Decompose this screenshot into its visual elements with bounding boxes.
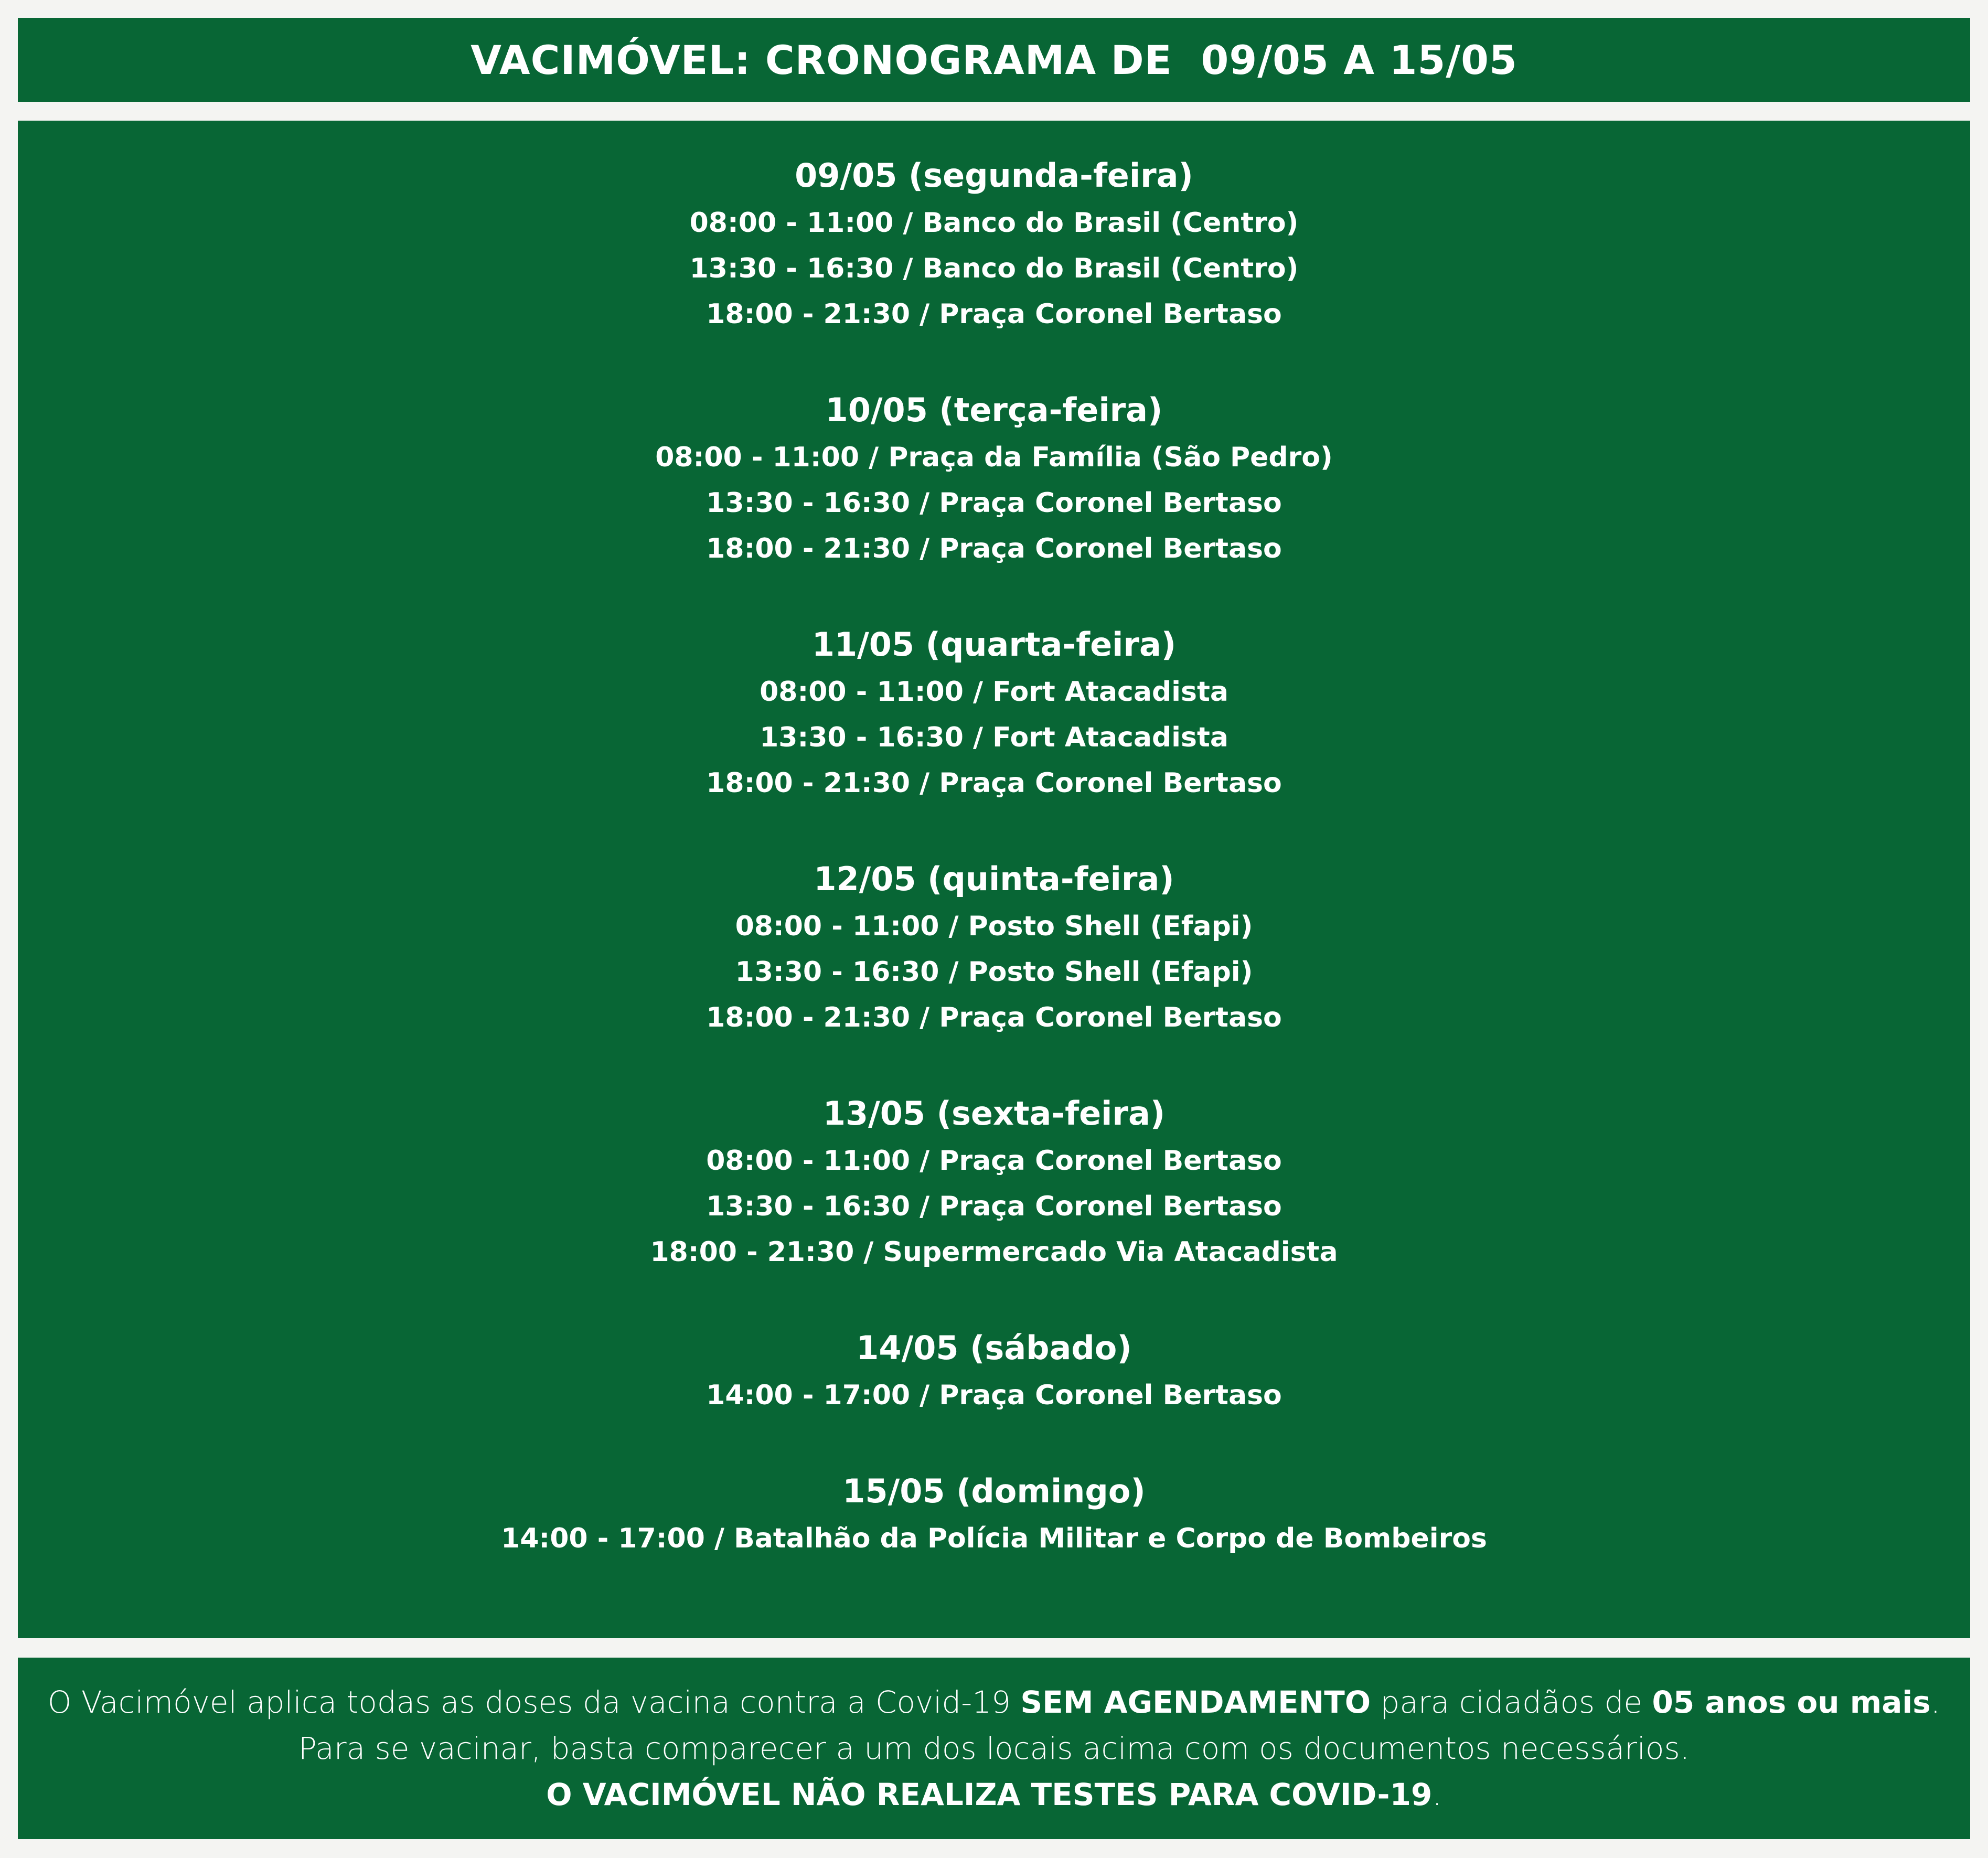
time-slot: 13:30 - 16:30 / Fort Atacadista bbox=[760, 722, 1228, 753]
footer-text: O Vacimóvel aplica todas as doses da vacina contra a Covid-19 bbox=[47, 1684, 1021, 1720]
time-slot: 08:00 - 11:00 / Praça Coronel Bertaso bbox=[706, 1145, 1282, 1177]
schedule-list bbox=[18, 151, 1970, 1610]
time-slot: 13:30 - 16:30 / Praça Coronel Bertaso bbox=[706, 1191, 1282, 1222]
footer-emphasis: 05 anos ou mais bbox=[1652, 1684, 1931, 1720]
day-title: 13/05 (sexta-feira) bbox=[822, 1094, 1166, 1133]
day-title: 15/05 (domingo) bbox=[842, 1472, 1146, 1510]
footer-emphasis: SEM AGENDAMENTO bbox=[1020, 1684, 1371, 1720]
time-slot: 08:00 - 11:00 / Praça da Família (São Pedro) bbox=[655, 442, 1333, 473]
day-title: 10/05 (terça-feira) bbox=[825, 391, 1163, 429]
time-slot: 13:30 - 16:30 / Praça Coronel Bertaso bbox=[706, 487, 1282, 519]
time-slot: 08:00 - 11:00 / Banco do Brasil (Centro) bbox=[689, 207, 1299, 239]
day-block-1305 bbox=[18, 1089, 1970, 1275]
day-block-1205 bbox=[18, 855, 1970, 1041]
time-slot: 18:00 - 21:30 / Praça Coronel Bertaso bbox=[706, 533, 1282, 564]
time-slot: 18:00 - 21:30 / Praça Coronel Bertaso bbox=[706, 767, 1282, 799]
time-slot: 13:30 - 16:30 / Posto Shell (Efapi) bbox=[735, 956, 1253, 988]
header-banner bbox=[18, 18, 1970, 102]
footer-text: para cidadãos de bbox=[1371, 1684, 1652, 1720]
day-block-1505 bbox=[18, 1467, 1970, 1562]
time-slot: 13:30 - 16:30 / Banco do Brasil (Centro) bbox=[689, 253, 1299, 284]
time-slot: 18:00 - 21:30 / Praça Coronel Bertaso bbox=[706, 298, 1282, 330]
time-slot: 14:00 - 17:00 / Batalhão da Polícia Militar e Corpo de Bombeiros bbox=[501, 1523, 1487, 1554]
time-slot: 08:00 - 11:00 / Posto Shell (Efapi) bbox=[735, 911, 1253, 942]
time-slot: 14:00 - 17:00 / Praça Coronel Bertaso bbox=[706, 1380, 1282, 1411]
footer-line-2: Para se vacinar, basta comparecer a um dos locais acima com os documentos necessários. bbox=[298, 1731, 1690, 1766]
footer-emphasis: O VACIMÓVEL NÃO REALIZA TESTES PARA COVID-19 bbox=[546, 1777, 1433, 1812]
time-slot: 18:00 - 21:30 / Praça Coronel Bertaso bbox=[706, 1002, 1282, 1033]
time-slot: 08:00 - 11:00 / Fort Atacadista bbox=[760, 676, 1228, 708]
footer-text: . bbox=[1930, 1684, 1941, 1720]
day-title: 12/05 (quinta-feira) bbox=[814, 860, 1174, 898]
day-title: 09/05 (segunda-feira) bbox=[795, 156, 1193, 195]
page-title: VACIMÓVEL: CRONOGRAMA DE 09/05 A 15/05 bbox=[471, 36, 1517, 83]
day-block-1105 bbox=[18, 620, 1970, 806]
time-slot: 18:00 - 21:30 / Supermercado Via Atacadista bbox=[650, 1236, 1338, 1268]
footer-line-1 bbox=[18, 1679, 1970, 1725]
footer-text: . bbox=[1432, 1777, 1442, 1812]
day-block-1405 bbox=[18, 1323, 1970, 1418]
schedule-panel bbox=[18, 121, 1970, 1638]
footer-line-3 bbox=[18, 1771, 1970, 1818]
day-title: 11/05 (quarta-feira) bbox=[811, 625, 1177, 664]
day-title: 14/05 (sábado) bbox=[856, 1329, 1132, 1367]
footer-notice bbox=[18, 1658, 1970, 1839]
day-block-0905 bbox=[18, 151, 1970, 337]
day-block-1005 bbox=[18, 386, 1970, 572]
